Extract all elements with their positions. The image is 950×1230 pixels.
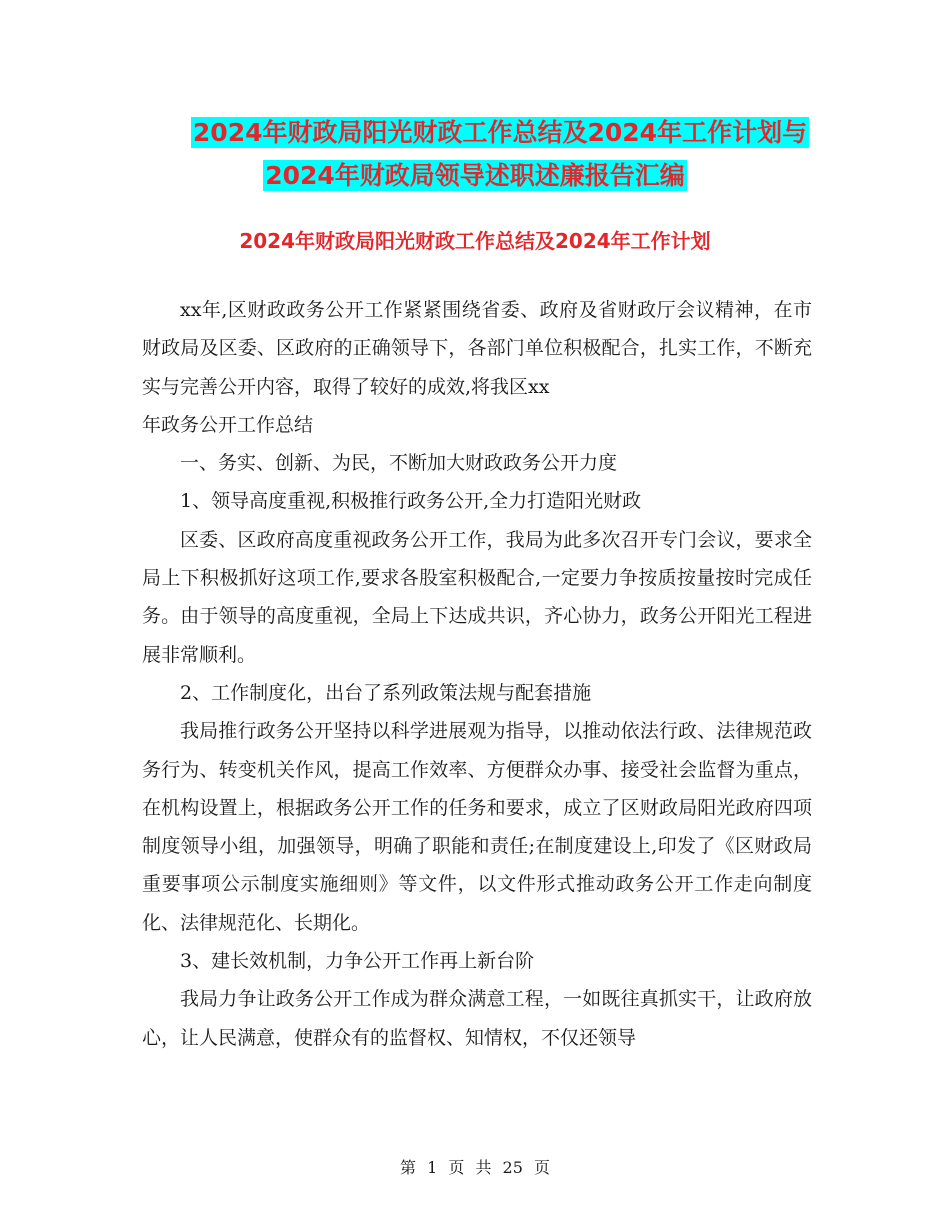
subsection-heading: 3、建长效机制，力争公开工作再上新台阶 bbox=[180, 950, 535, 973]
document-title-line-2 bbox=[0, 156, 950, 192]
section-heading: 一、务实、创新、为民，不断加大财政政务公开力度 bbox=[180, 452, 618, 475]
section-subtitle: 2024年财政局阳光财政工作总结及2024年工作计划 bbox=[239, 229, 711, 253]
paragraph: xx年,区财政政务公开工作紧紧围绕省委、政府及省财政厅会议精神，在市财政局及区委、区政府的正确领导下，各部门单位积极配合，扎实工作，不断充实与完善公开内容，取得了较好的成效,将我区xx bbox=[142, 299, 812, 398]
paragraph: 我局推行政务公开坚持以科学进展观为指导，以推动依法行政、法律规范政务行为、转变机关作风，提高工作效率、方便群众办事、接受社会监督为重点，在机构设置上，根据政务公开工作的任务和要求，成立了区财政局阳光政府四项制度领导小组，加强领导，明确了职能和责任;在制度建设上,印发了《区财政局重要事项公示制度实施细则》等文件，以文件形式推动政务公开工作走向制度化、法律规范化、长期化。 bbox=[142, 720, 812, 934]
paragraph: 年政务公开工作总结 bbox=[142, 413, 314, 436]
highlighted-title-text: 2024年财政局阳光财政工作总结及2024年工作计划与 bbox=[192, 118, 808, 147]
document-body bbox=[142, 291, 812, 1057]
paragraph: 我局力争让政务公开工作成为群众满意工程，一如既往真抓实干，让政府放心，让人民满意，使群众有的监督权、知情权，不仅还领导 bbox=[142, 988, 812, 1049]
subsection-heading: 2、工作制度化，出台了系列政策法规与配套措施 bbox=[180, 681, 592, 704]
highlighted-title-text: 2024年财政局领导述职述廉报告汇编 bbox=[265, 161, 685, 190]
subsection-heading: 1、领导高度重视,积极推行政务公开,全力打造阳光财政 bbox=[180, 490, 642, 513]
paragraph: 区委、区政府高度重视政务公开工作，我局为此多次召开专门会议，要求全局上下积极抓好这项工作,要求各股室积极配合,一定要力争按质按量按时完成任务。由于领导的高度重视，全局上下达成共识，齐心协力，政务公开阳光工程进展非常顺利。 bbox=[142, 528, 812, 666]
document-title-line-1 bbox=[60, 113, 940, 149]
page-number-footer: 第 1 页 共 25 页 bbox=[400, 1158, 550, 1177]
